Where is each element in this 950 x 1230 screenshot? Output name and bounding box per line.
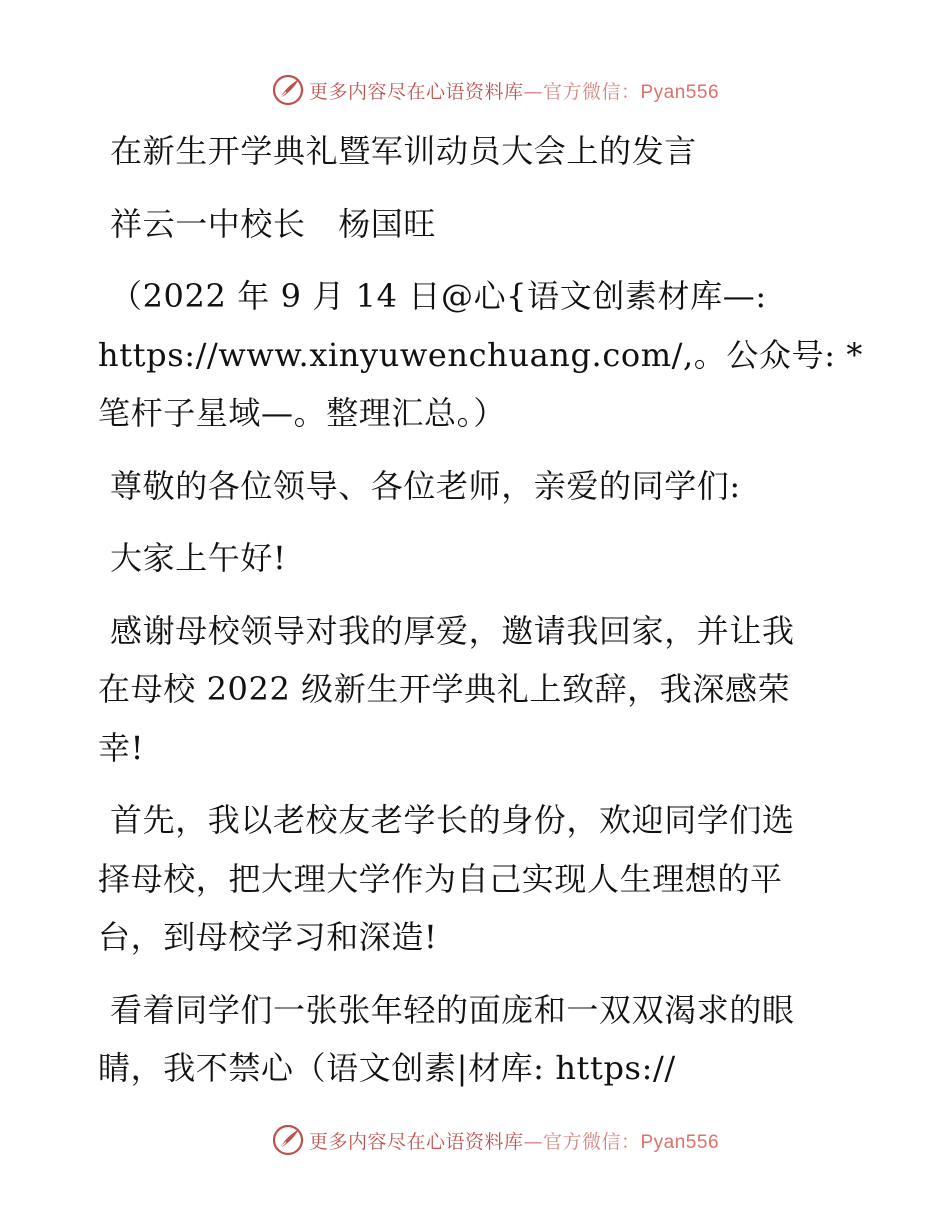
paragraph-line: 首先，我以老校友老学长的身份，欢迎同学们选 (110, 801, 795, 839)
greeting: 大家上午好! (110, 539, 287, 577)
source-note-line: （2022 年 9 月 14 日@心{语文创素材库—: (110, 277, 767, 315)
document-body (98, 122, 863, 1112)
paragraph-students (98, 981, 858, 1098)
banner-wechat-account: Pyan556 (640, 1131, 720, 1153)
salutation: 尊敬的各位领导、各位老师，亲爱的同学们: (110, 466, 741, 505)
banner-wechat-account: Pyan556 (640, 81, 720, 103)
banner-text (309, 1127, 719, 1154)
source-note-line: https://www.xinyuwenchuang.com/,。公众号: * (98, 335, 863, 374)
paragraph-line: 择母校，把大理大学作为自己实现人生理想的平 (98, 859, 783, 898)
paragraph-line: 台，到母校学习和深造! (98, 918, 438, 956)
header-banner (0, 70, 950, 110)
paragraph-line: 幸! (98, 728, 145, 767)
paragraph-welcome (98, 791, 858, 967)
paragraph-line: 在母校 2022 级新生开学典礼上致辞，我深感荣 (98, 670, 791, 708)
banner-text (309, 77, 719, 104)
banner-wechat-label: —官方微信： (523, 80, 641, 103)
banner-wechat-label: —官方微信： (523, 1130, 641, 1153)
source-note (98, 267, 863, 443)
banner-site-name: 更多内容尽在心语资料库 (308, 80, 524, 103)
paragraph-line: 感谢母校领导对我的厚爱，邀请我回家，并让我 (110, 611, 795, 650)
paragraph-thanks (98, 602, 858, 778)
paragraph-line: 睛，我不禁心（语文创素|材库: https:// (98, 1049, 676, 1087)
paragraph-line: 看着同学们一张张年轻的面庞和一双双渴求的眼 (110, 990, 795, 1029)
banner-site-name: 更多内容尽在心语资料库 (308, 1130, 524, 1153)
footer-banner-content (271, 1123, 719, 1157)
source-note-line: 笔杆子星域—。整理汇总。） (98, 394, 506, 432)
document-title: 在新生开学典礼暨军训动员大会上的发言 (110, 132, 697, 170)
document-author: 祥云一中校长 杨国旺 (110, 204, 437, 243)
feather-pen-logo-icon (271, 1123, 305, 1157)
feather-pen-logo-icon (271, 73, 305, 107)
footer-banner (0, 1120, 950, 1160)
header-banner-content (271, 73, 719, 107)
